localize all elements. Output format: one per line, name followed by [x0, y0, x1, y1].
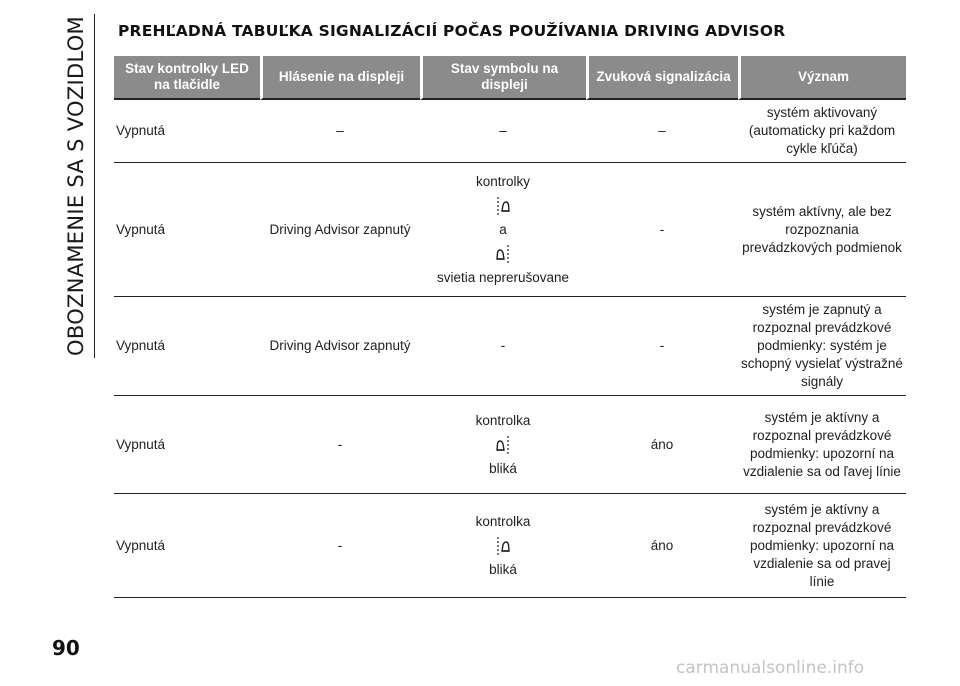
header-led-status: Stav kontrolky LED na tlačidle: [114, 56, 260, 100]
table-row: [114, 163, 906, 297]
header-display-message: Hlásenie na displeji: [260, 56, 420, 100]
symbol-caption-top: kontrolka: [475, 513, 531, 529]
cell-symbol-status: [420, 163, 586, 297]
table-row: [114, 494, 906, 598]
cell-display-message: -: [260, 494, 420, 598]
symbol-caption-bottom: bliká: [489, 460, 517, 476]
cell-led-status: Vypnutá: [114, 396, 260, 494]
table-row: [114, 297, 906, 396]
table-header-row: [114, 56, 906, 100]
cell-sound-signal: áno: [586, 396, 738, 494]
cell-meaning: systém aktívny, ale bez rozpoznania prevádzkových podmienok: [738, 163, 906, 297]
cell-meaning: systém je aktívny a rozpoznal prevádzkové podmienky: upozorní na vzdialenie sa od pravej línie: [738, 494, 906, 598]
symbol-caption-bottom: svietia neprerušovane: [436, 269, 570, 285]
symbol-caption-middle: a: [499, 221, 507, 237]
watermark: carmanualsonline.info: [676, 658, 865, 678]
signal-table: [114, 56, 906, 598]
page-number: 90: [52, 636, 80, 660]
cell-meaning: systém je zapnutý a rozpoznal prevádzkové podmienky: systém je schopný vysielať výstražné signály: [738, 297, 906, 396]
cell-meaning: systém aktivovaný (automaticky pri každom cykle kľúča): [738, 100, 906, 163]
cell-display-message: -: [260, 396, 420, 494]
cell-sound-signal: áno: [586, 494, 738, 598]
section-side-tab: [50, 14, 102, 358]
symbol-caption-bottom: bliká: [489, 561, 517, 577]
header-meaning: Význam: [738, 56, 906, 100]
cell-led-status: Vypnutá: [114, 163, 260, 297]
cell-led-status: Vypnutá: [114, 297, 260, 396]
table-row: [114, 396, 906, 494]
lane-right-icon: [496, 435, 510, 455]
symbol-caption-top: kontrolky: [475, 173, 531, 189]
cell-symbol-status: –: [420, 100, 586, 163]
cell-sound-signal: -: [586, 163, 738, 297]
cell-display-message: Driving Advisor zapnutý: [260, 297, 420, 396]
page-title: PREHĽADNÁ TABUĽKA SIGNALIZÁCIÍ POČAS POUŽÍVANIA DRIVING ADVISOR: [118, 22, 786, 40]
table-row: [114, 100, 906, 163]
lane-left-icon: [496, 196, 510, 216]
cell-sound-signal: -: [586, 297, 738, 396]
lane-right-icon: [496, 244, 510, 264]
cell-symbol-status: [420, 494, 586, 598]
cell-led-status: Vypnutá: [114, 100, 260, 163]
side-tab-divider: [94, 14, 95, 358]
cell-symbol-status: -: [420, 297, 586, 396]
header-sound-signal: Zvuková signalizácia: [586, 56, 738, 100]
cell-display-message: –: [260, 100, 420, 163]
cell-display-message: Driving Advisor zapnutý: [260, 163, 420, 297]
cell-symbol-status: [420, 396, 586, 494]
cell-led-status: Vypnutá: [114, 494, 260, 598]
cell-sound-signal: –: [586, 100, 738, 163]
lane-left-icon: [496, 536, 510, 556]
section-title-vertical: OBOZNAMENIE SA S VOZIDLOM: [64, 16, 88, 356]
symbol-caption-top: kontrolka: [475, 412, 531, 428]
cell-meaning: systém je aktívny a rozpoznal prevádzkové podmienky: upozorní na vzdialenie sa od ľavej línie: [738, 396, 906, 494]
header-symbol-status: Stav symbolu na displeji: [420, 56, 586, 100]
